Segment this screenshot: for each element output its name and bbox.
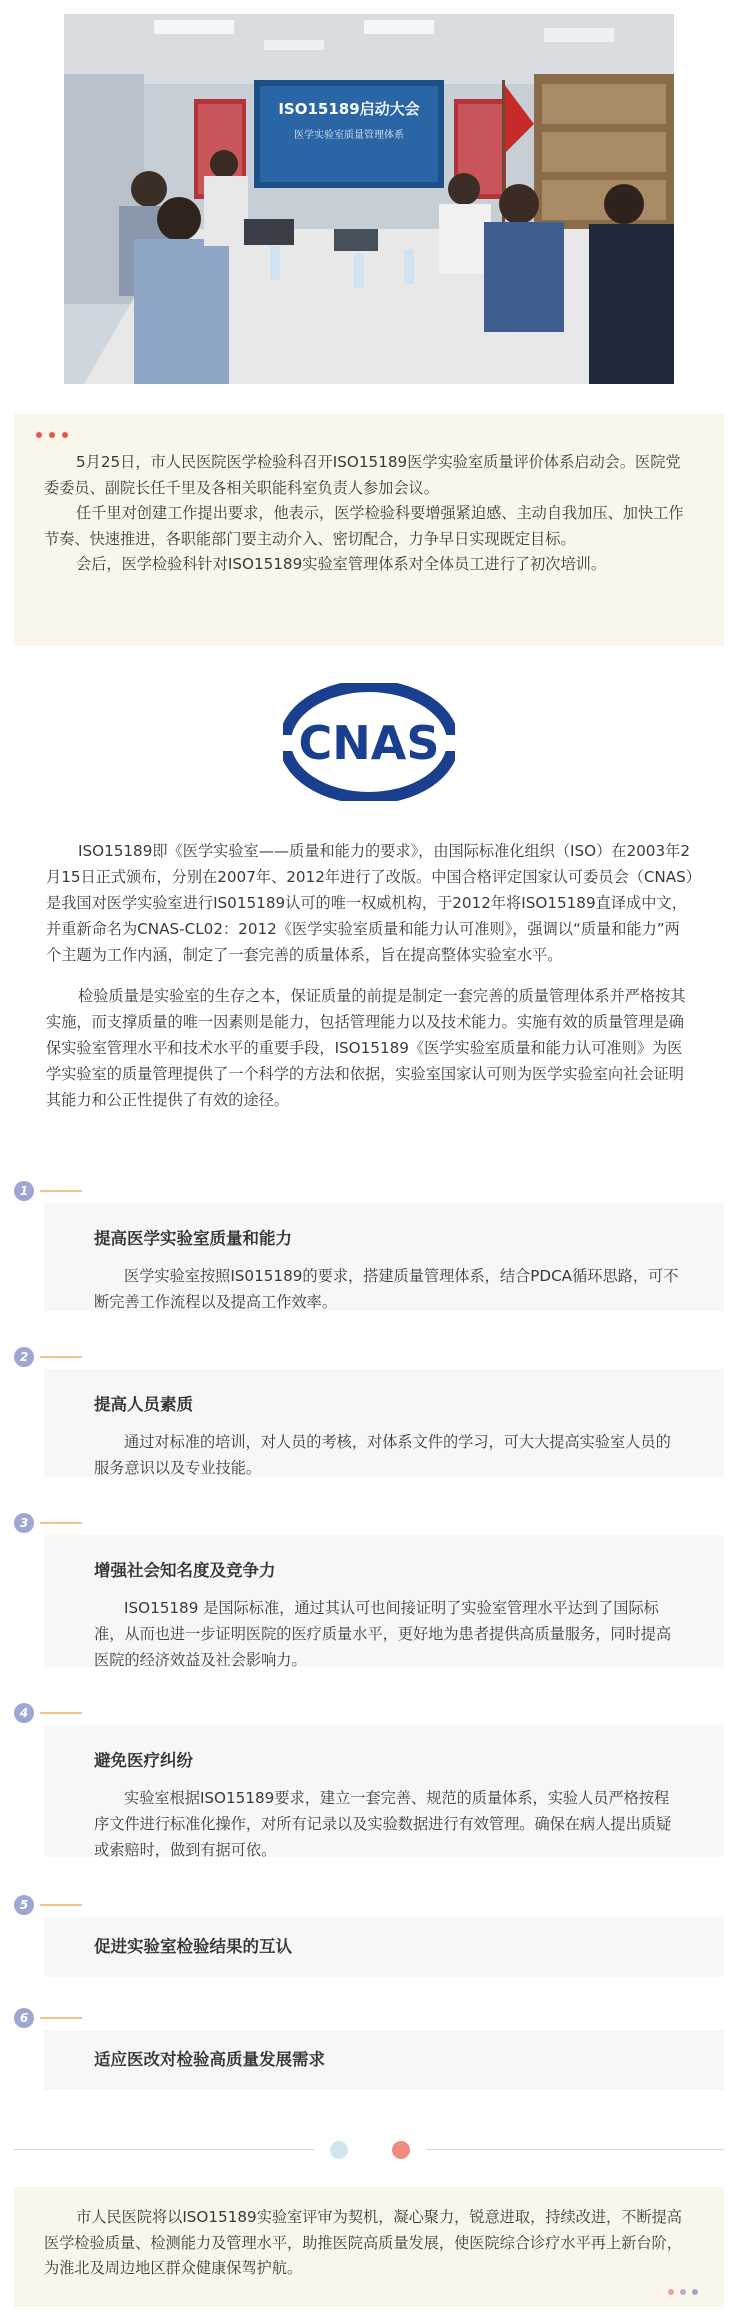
intro-paragraph-1: ISO15189即《医学实验室——质量和能力的要求》，由国际标准化组织（ISO）在2003年2月15日正式颁布，分别在2007年、2012年进行了改版。中国合格评定国家认可委员会（CNAS）是我国对医学实验室进行IS015189认可的唯一权威机构，于2012年将ISO15189直译成中文，并重新命名为CNAS-CL02：2012《医学实验室质量和能力认可准则》，强调以“质量和能力”两个主题为工作内涵，制定了一套完善的质量体系，旨在提高整体实验室水平。	[46, 842, 694, 964]
item-text: 实验室根据ISO15189要求，建立一套完善、规范的质量体系，实验人员严格按程序文件进行标准化操作，对所有记录以及实验数据进行有效管理。确保在病人提出质疑或索赔时，做到有据可依。	[94, 1789, 672, 1859]
item-card	[44, 2030, 724, 2090]
list-item	[14, 1181, 724, 1311]
summary-paragraph-1: 5月25日，市人民医院医学检验科召开ISO15189医学实验室质量评价体系启动会。医院党委委员、副院长任千里及各相关职能科室负责人参加会议。	[44, 453, 681, 497]
meeting-photo-illustration	[64, 14, 674, 384]
item-number-badge: 3	[14, 1513, 34, 1533]
divider-dot-icon	[330, 2141, 348, 2159]
item-number-underline	[40, 1712, 82, 1714]
cnas-logo	[283, 683, 455, 801]
item-title: 增强社会知名度及竞争力	[94, 1561, 276, 1580]
summary-box	[14, 414, 724, 646]
item-number-underline	[40, 1522, 82, 1524]
list-item	[14, 2008, 724, 2090]
section-divider	[14, 2139, 724, 2159]
screen-title: ISO15189启动大会	[278, 100, 420, 118]
item-text: 医学实验室按照IS015189的要求，搭建质量管理体系，结合PDCA循环思路，可不断完善工作流程以及提高工作效率。	[94, 1267, 679, 1311]
cnas-logo-text: CNAS	[298, 716, 440, 770]
list-item	[14, 1703, 724, 1857]
meeting-photo	[64, 14, 674, 384]
divider-dot-icon	[392, 2141, 410, 2159]
closing-paragraph: 市人民医院将以ISO15189实验室评审为契机，凝心聚力，锐意进取，持续改进，不断提高医学检验质量、检测能力及管理水平，助推医院高质量发展，使医院综合诊疗水平再上新台阶，为淮北及周边地区群众健康保驾护航。	[44, 2208, 682, 2277]
item-number-badge: 6	[14, 2008, 34, 2028]
item-card	[44, 1369, 724, 1477]
item-number-underline	[40, 2017, 82, 2019]
item-number-underline	[40, 1904, 82, 1906]
decorative-dots-icon	[36, 432, 692, 438]
screen-subtitle: 医学实验室质量管理体系	[294, 130, 404, 141]
item-card	[44, 1917, 724, 1977]
item-text: ISO15189 是国际标准，通过其认可也间接证明了实验室管理水平达到了国际标准，从而也进一步证明医院的医疗质量水平，更好地为患者提供高质量服务，同时提高医院的经济效益及社会影响力。	[94, 1599, 672, 1669]
intro-section	[46, 838, 694, 1128]
closing-box	[14, 2187, 724, 2307]
item-number-badge: 2	[14, 1347, 34, 1367]
item-number-badge: 1	[14, 1181, 34, 1201]
list-item	[14, 1895, 724, 1977]
item-title: 促进实验室检验结果的互认	[94, 1937, 292, 1956]
decorative-dots-icon	[668, 2289, 698, 2295]
item-text: 通过对标准的培训，对人员的考核，对体系文件的学习，可大大提高实验室人员的服务意识以及专业技能。	[94, 1433, 671, 1477]
list-item	[14, 1347, 724, 1477]
list-item	[14, 1513, 724, 1667]
summary-paragraph-3: 会后，医学检验科针对ISO15189实验室管理体系对全体员工进行了初次培训。	[76, 555, 607, 573]
item-title: 提高人员素质	[94, 1395, 193, 1414]
item-title: 避免医疗纠纷	[94, 1751, 193, 1770]
summary-paragraph-2: 任千里对创建工作提出要求，他表示，医学检验科要增强紧迫感、主动自我加压、加快工作节奏、快速推进，各职能部门要主动介入、密切配合，力争早日实现既定目标。	[44, 504, 684, 548]
item-title: 适应医改对检验高质量发展需求	[94, 2050, 325, 2069]
item-card	[44, 1725, 724, 1857]
item-card	[44, 1203, 724, 1311]
item-number-badge: 5	[14, 1895, 34, 1915]
item-number-underline	[40, 1356, 82, 1358]
item-title: 提高医学实验室质量和能力	[94, 1229, 292, 1248]
item-number-underline	[40, 1190, 82, 1192]
intro-paragraph-2: 检验质量是实验室的生存之本，保证质量的前提是制定一套完善的质量管理体系并严格按其实施，而支撑质量的唯一因素则是能力，包括管理能力以及技术能力。实施有效的质量管理是确保实验室管理水平和技术水平的重要手段，ISO15189《医学实验室质量和能力认可准则》为医学实验室的质量管理提供了一个科学的方法和依据，实验室国家认可则为医学实验室向社会证明其能力和公正性提供了有效的途径。	[46, 987, 686, 1109]
item-number-badge: 4	[14, 1703, 34, 1723]
item-card	[44, 1535, 724, 1667]
